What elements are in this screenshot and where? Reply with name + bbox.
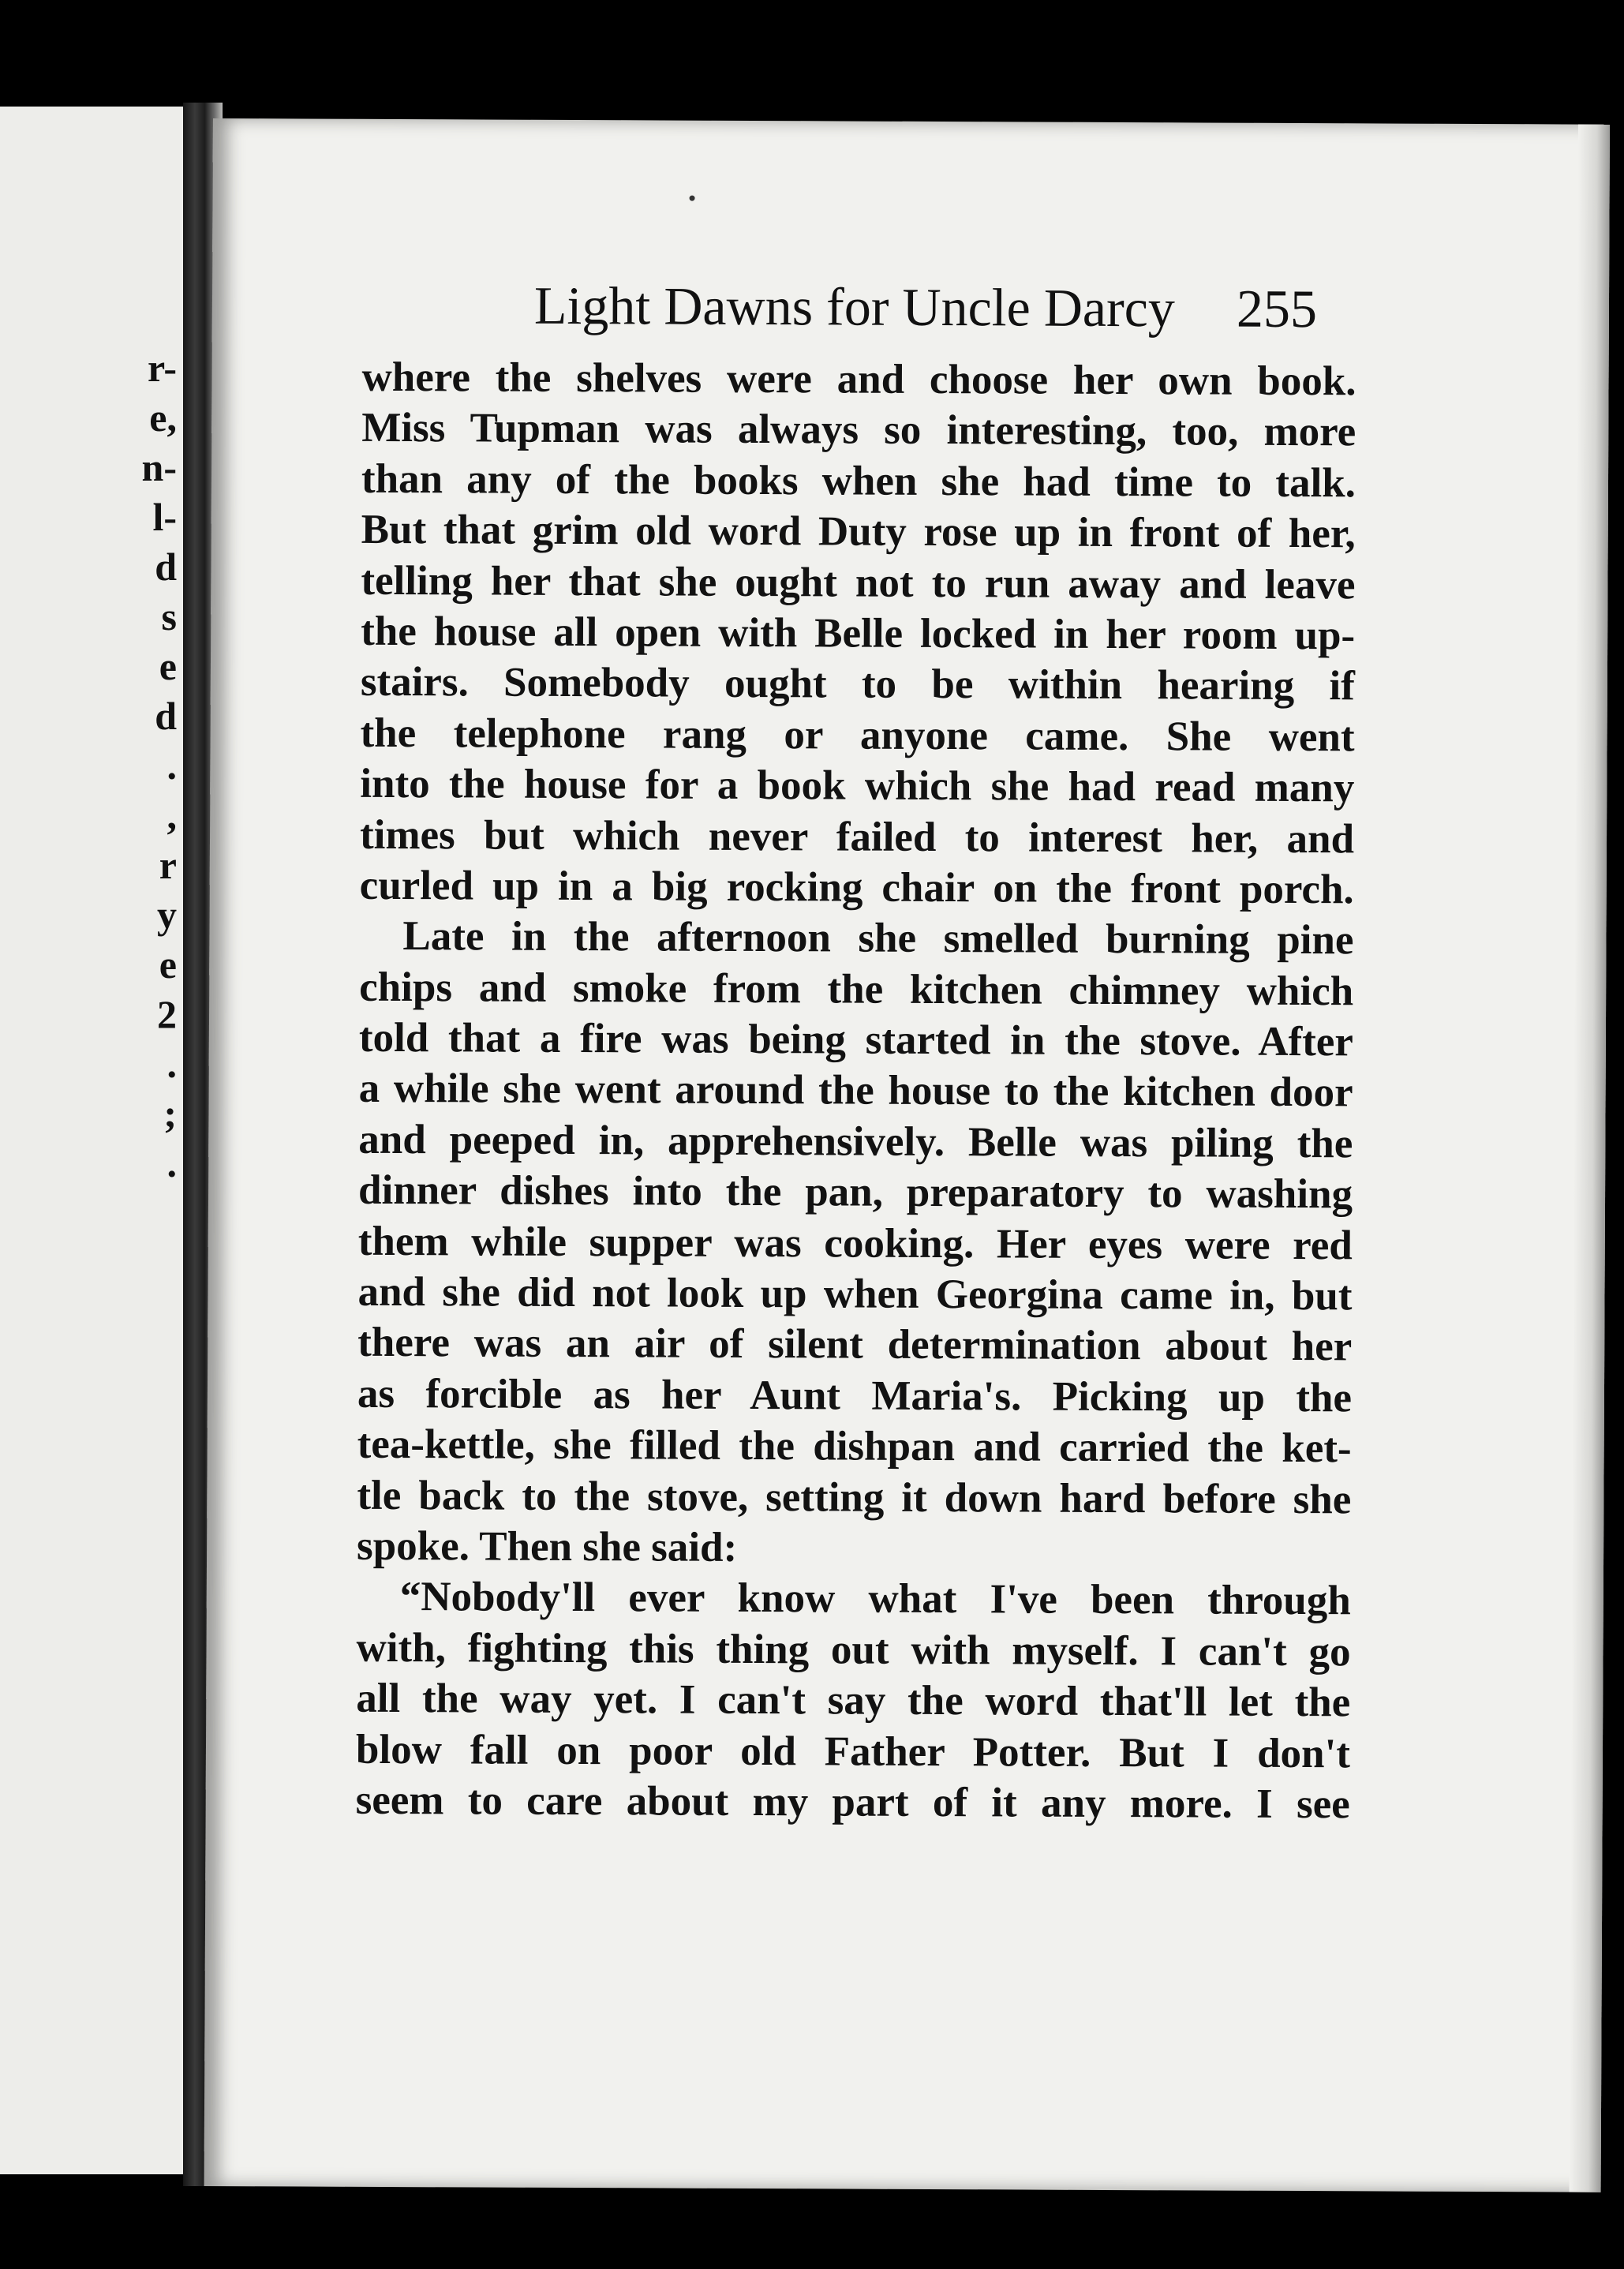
text-line: as forcible as her Aunt Maria's. Picking up the — [357, 1370, 1353, 1421]
fragment: , — [167, 793, 177, 837]
fragment: e — [159, 644, 177, 688]
fragment: . — [167, 1042, 177, 1086]
facing-page-text-fragments — [142, 343, 177, 1189]
text-line: and peeped in, apprehensively. Belle was piling the — [358, 1116, 1353, 1167]
text-line: than any of the books when she had time to talk. — [361, 455, 1356, 507]
text-line: chips and smoke from the kitchen chimney which — [359, 964, 1354, 1015]
paragraph-last-line: spoke. Then she said: — [356, 1522, 738, 1571]
text-line: dinner dishes into the pan, preparatory to washing — [357, 1167, 1353, 1218]
fragment: 2 — [157, 992, 177, 1036]
fragment: d — [155, 545, 177, 589]
fragment: d — [155, 694, 177, 738]
text-line: and she did not look up when Georgina came in, but — [357, 1268, 1353, 1320]
text-line: there was an air of silent determination about her — [357, 1320, 1353, 1370]
text-line: blow fall on poor old Father Potter. But I don't — [355, 1726, 1351, 1777]
text-line: with, fighting this thing out with myself. I can't go — [356, 1624, 1351, 1676]
text-line: the telephone rang or anyone came. She went — [360, 710, 1355, 761]
text-line: the house all open with Belle locked in her room up- — [361, 608, 1356, 659]
fragment: . — [167, 743, 177, 788]
fragment: r- — [148, 346, 177, 390]
facing-page-left — [0, 107, 183, 2174]
paragraph-first-line: Late in the afternoon she smelled burning pine — [402, 913, 1354, 964]
text-line: Miss Tupman was always so interesting, too, more — [361, 405, 1356, 455]
chapter-title: Light Dawns for Uncle Darcy — [533, 275, 1176, 339]
running-header — [212, 268, 1372, 344]
text-line: times but which never failed to interest her, and — [359, 811, 1355, 862]
fragment: l- — [152, 495, 177, 539]
text-line: tea-kettle, she filled the dishpan and carried the ket- — [357, 1421, 1352, 1472]
fragment: ; — [163, 1091, 177, 1136]
dust-speck — [690, 196, 695, 201]
page-edge-shadow — [1570, 125, 1610, 2192]
paragraph-first-line: “Nobody'll ever know what I've been through — [399, 1574, 1351, 1624]
text-line: telling her that she ought not to run away and leave — [361, 557, 1356, 608]
text-line: stairs. Somebody ought to be within hearing if — [360, 659, 1356, 710]
fragment: e — [159, 942, 177, 987]
text-line: But that grim old word Duty rose up in front of her, — [361, 506, 1356, 557]
text-line: seem to care about my part of it any more. I see — [355, 1777, 1350, 1828]
body-text — [356, 352, 1356, 1830]
fragment: y — [157, 893, 177, 937]
fragment: r — [159, 843, 177, 887]
text-line: where the shelves were and choose her own book. — [361, 354, 1356, 405]
fragment: . — [167, 1141, 177, 1185]
text-line: all the way yet. I can't say the word that'll let the — [356, 1675, 1351, 1726]
fragment: e, — [149, 395, 177, 440]
fragment: s — [161, 594, 177, 638]
page-number: 255 — [1236, 278, 1318, 339]
text-line: them while supper was cooking. Her eyes were red — [357, 1218, 1353, 1268]
text-line: into the house for a book which she had read many — [360, 760, 1355, 811]
text-line: curled up in a big rocking chair on the front porch. — [359, 862, 1354, 913]
book-page — [204, 118, 1610, 2192]
text-line: told that a fire was being started in the stove. After — [358, 1014, 1354, 1065]
text-line: a while she went around the house to the kitchen door — [358, 1065, 1353, 1116]
fragment: n- — [141, 445, 177, 489]
text-line: tle back to the stove, setting it down hard before she — [357, 1472, 1352, 1522]
